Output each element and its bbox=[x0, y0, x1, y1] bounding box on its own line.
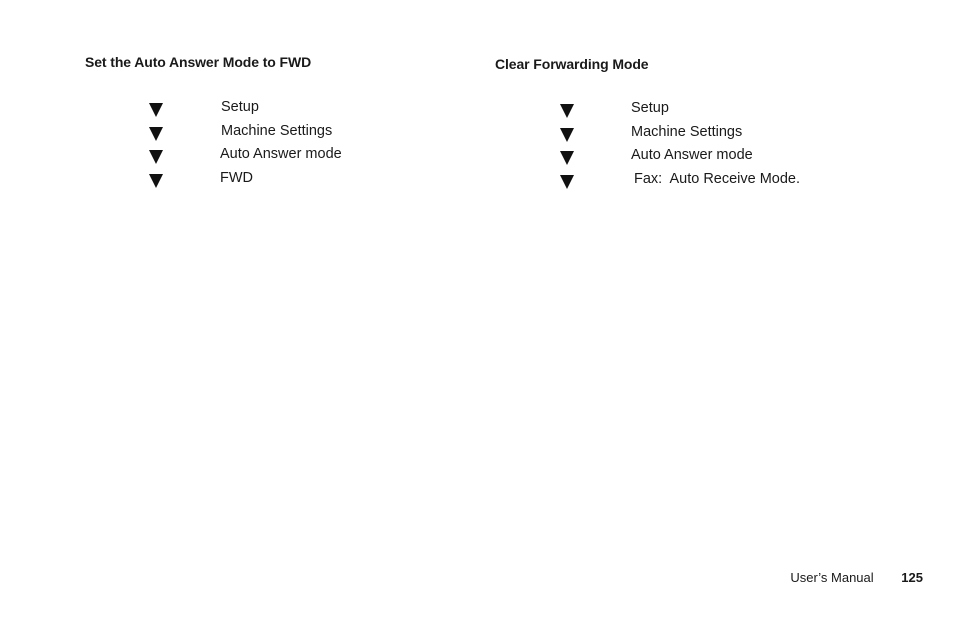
step-label: Auto Answer mode bbox=[220, 146, 342, 162]
step-label: Auto Answer mode bbox=[631, 147, 753, 163]
step-label: Setup bbox=[631, 100, 669, 116]
section-heading-clear-forwarding: Clear Forwarding Mode bbox=[495, 56, 649, 72]
step-label: Machine Settings bbox=[221, 122, 333, 139]
page-number: 125 bbox=[901, 570, 923, 585]
step-label: Machine Settings bbox=[631, 123, 743, 140]
down-triangle-icon bbox=[560, 175, 574, 189]
down-triangle-icon bbox=[560, 151, 574, 165]
manual-title: User’s Manual bbox=[790, 570, 874, 585]
section-heading-set-fwd: Set the Auto Answer Mode to FWD bbox=[85, 54, 312, 70]
down-triangle-icon bbox=[149, 103, 163, 117]
down-triangle-icon bbox=[560, 104, 574, 118]
down-triangle-icon bbox=[560, 128, 574, 142]
step-label: Fax: Auto Receive Mode. bbox=[634, 170, 801, 187]
step-label: FWD bbox=[220, 169, 254, 186]
page-footer bbox=[790, 570, 923, 585]
down-triangle-icon bbox=[149, 150, 163, 164]
step-label: Setup bbox=[221, 99, 259, 115]
down-triangle-icon bbox=[149, 127, 163, 141]
down-triangle-icon bbox=[149, 174, 163, 188]
